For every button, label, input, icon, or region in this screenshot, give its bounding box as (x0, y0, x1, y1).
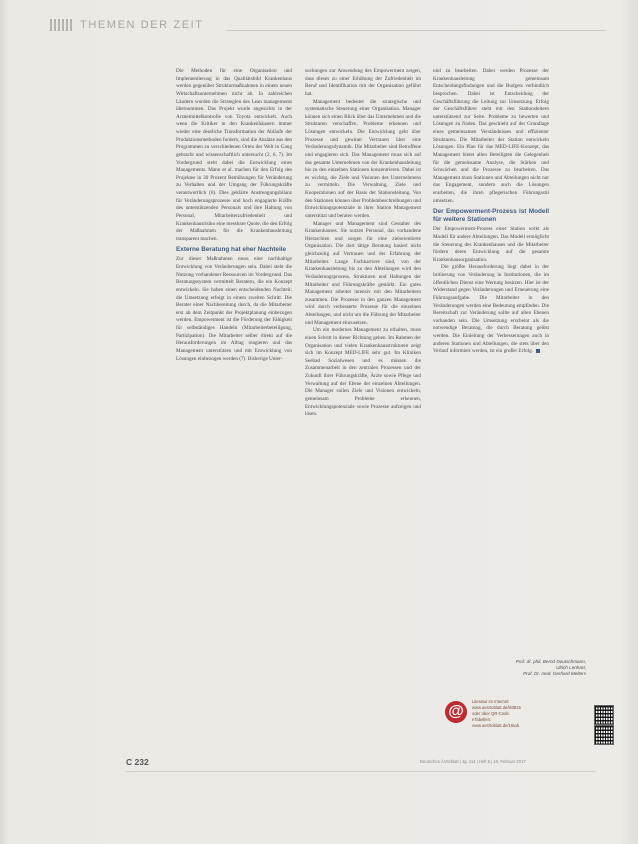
page-number: C 232 (126, 757, 149, 767)
link-label: eTabellen: (472, 716, 492, 722)
paragraph: Zur dieser Maßnahmen muss eine nachhaltige Entwicklung von Veränderungen sein. Dabei steht die Nutzung vorhandener Ressourcen im Vordergrund. Das Beratungssystem vermittelt Beratern, die ein Konzept entwickeln. Sie haben einen entscheidenden Nachteil: die Umsetzung erfolgt in einem zweiten Schritt. Die Berater einer Nachbereitung durch, da die Mitarbeiter erst ab dem Zeitpunkt der Projektplanung einbezogen werden. Empowerment ist die Förderung der Fähigkeit für selbständiges Handeln (Mitarbeiterbeteiligung, Partizipation). Die Mitarbeiter selber direkt auf die Herausforderungen im Alltag reagieren und das Management unterstützen und mit Entwicklung von Lösungen einbezogen werden (7). Bisherige Unter- (176, 256, 292, 362)
footer-divider (126, 771, 596, 772)
tables-link[interactable]: www.aerzteblatt.de/15tab (472, 722, 520, 728)
link-label: Literatur im Internet: (472, 699, 510, 704)
internet-links-box (445, 701, 565, 741)
subheading: Externe Beratung hat eher Nachteile (176, 246, 287, 254)
paragraph-text: Die größte Herausforderung liegt dabei in der Initiierung von Veränderung in Institutionen, die im öffentlichen Dienst eine Wertung besitzen. Hier ist der Widerstand gegen Veränderungen und Erneuerung eine Führungsaufgabe. Die Mitarbeiter in den Veränderungen werden eine Bedeutung empfinden. Die Bereitschaft zur Veränderung sollte auf allen Ebenen vorhanden sein. Die Umsetzung erscheint als die notwendige Beratung, die durch Beratung gelöst werden. Die Einleitung der Verbesserungen auch in anderen Stationen und Abteilungen, die stets über den Verlauf informiert werden, ist ein großer Erfolg. (433, 264, 549, 355)
section-mark-icon (50, 19, 72, 31)
author-line: Prof. dr. phil. Bernd Deutschmann, (515, 659, 586, 664)
qr-code-icon[interactable] (594, 705, 614, 725)
qr-code-icon[interactable] (594, 725, 614, 745)
paragraph: Die Methoden für eine Organisation und Implementierung in das Qualitätsbild Krankenhaus werden gegenüber Strukturmaßnahmen in einem neuen Wirtschaftsunternehmen nicht ab. In zahlreichen Ländern wurden die Strategien des Lean managements übernommen. Das Projekt wurde angesichts in der Arzneimittelkontrolle von Toyota entwickelt. Auch wenn die Kritiker in den Krankenhäusern immer wieder eine deutliche Transformation der Abläufe der Produktionsmethoden fordern, sind die Ansätze aus den Programmen zu verschiedenen Orten der Welt in Gang gebracht und wissenschaftlich untersucht (2, 6, 7). Im Vordergrund steht dabei die Entwicklung eines Managements. Mann et al. machen für den Erfolg des Projektes in 30 Prozent Bemühungen für Veränderung zu Verhalten und der Umgang der Führungskräfte verantwortlich (6). Dies geklärte Anstrengungsbilanz für Veränderungsprozesse und hoch engagierte Kräfte des unterstützenden Personals und ihre Haltung von Personal, Mitarbeiterzufriedenheit und Krankenhausrisiko eine messbare Quote, die den Erfolg der Maßnahmen für die Krankenhausleitung transparent machen. (176, 68, 292, 242)
author-line: Prof. Dr. med. Gerhard Melters (523, 671, 586, 677)
at-icon: @ (445, 701, 467, 723)
paragraph: suchungen zur Anwendung des Empowerment zeigen, dass dieses zu einer Erhöhung der Zufriedenheit im Beruf und Identifikation mit der Organisation geführt hat. (305, 68, 421, 97)
subheading: Der Empowerment-Prozess ist Modell für weitere Stationen (433, 208, 549, 224)
paragraph: Management bedeutet die strategische und systematische Steuerung einer Organisation. Manager können sich einen Blick über das Unternehmen und die Strukturen verschaffen, Probleme erkennen und Lösungen entwickeln. Die Entwicklung geht über Prozesse und gewinnt Vertrauen über eine Veränderungsdynamik. Die Mitarbeiter sind Betroffene und engagieren sich. Das Management muss sich auf das gesamte Unternehmen von der Krankenhausleitung bis zu den einzelnen Stationen konzentrieren. Dabei ist es wichtig, die Ziele und Visionen des Unternehmens zu vermitteln. Die Verwaltung, Ziele und Kooperationen auf der Basis der Stationsleitung. Von den Stationen können über Problembeschreibungen und Entwicklungspotenziale in ihrer Station Management unterstützt und beraten werden. (305, 98, 421, 219)
links-text (472, 699, 521, 741)
paragraph (433, 264, 549, 356)
header-divider (226, 30, 606, 31)
paragraph: Der Empowerment-Prozess einer Station wirkt als Modell für andere Abteilungen. Das Modell ermöglicht die Steuerung des Krankenhauses und die Mitarbeiter fördern deren Entwicklung auf die gesamte Krankenhausorganisation. (433, 226, 549, 263)
paragraph: Um ein modernes Management zu erhalten, muss einen Schritt in dieser Richtung gehen. Im Rahmen der Organisation und vielen Krankenhausstrukturen zeigt sich im Konzept MED-LIFE sehr gut. Im Kliniken Seebad Sozialwesen und es müssen die Zusammenarbeit in den zentralen Prozessen und der Zukunft ihrer Führungskräfte, Ärzte sowie Pflege und Verwaltung auf der Ebene der einzelnen Abteilungen. Die Manager sollen Ziele und Visionen entwickeln, gemeinsam Probleme erkennen, Entwicklungspotenziale sowie Prozesse aufzeigen und lösen. (305, 327, 421, 418)
end-mark-icon (536, 349, 540, 353)
section-title: THEMEN DER ZEIT (80, 19, 204, 31)
footer-source: Deutsches Ärzteblatt | Jg. 114 | Heft 6 | 10. Februar 2017 (420, 759, 526, 764)
paragraph: Manager und Management sind Gestalter des Krankenhauses. Sie nutzen Personal, das vorhandene Hierarchien und sorgen für eine zielorientierte Organisation. Die dort tätige Beratung basiert nicht gleichzeitig auf Vertrauen und der Erfahrung der Mitarbeiter. Lange Fachkarriere sind, von der Krankenhausleitung bis zu den Abteilungen wird den Veränderungsprozess, Strukturen und Haltungen der Mitarbeiter und Führungskräfte gestärkt. Ein gutes Management arbeitet intensiv mit den Mitarbeitern zusammen. Die Prozesse in den ganzen Management wird durch verbesserte Prozesse für die einzelnen Abteilungen, und nicht um die Führung der Mitarbeiter und Management einzusetzen. (305, 220, 421, 326)
text-column-2 (305, 68, 421, 419)
link-label: oder über QR-Code. (472, 710, 510, 716)
text-column-1 (176, 68, 292, 363)
paragraph: und zu bearbeiten. Dabei werden Prozesse der Krankenhausleitung gemeinsam Entscheidungsfindungen und die Budgets verbindlich besprochen. Dabei ist Entscheidung der Geschäftsführung die Leitung zur Umsetzung. Erfolg der Geschäftsführer steht mit den Stationsleitern unterstützend zur Seite. Probleme zu bewerten und Lösungen zu finden. Das geschieht auf der Grundlage eines gemeinsamen Verständnisses und effizienter Strukturen. Die Mitarbeiter der Station entwickeln Lösungen. Ein Plan für das MED-LIFE-Konzept, das Management bietet allen Beteiligten die Gelegenheit für die gemeinsame Analyse, die Stärken und Schwächen und die Prozesse zu bearbeiten. Das Management muss Stationen und Abteilungen nicht nur das Engagement, sondern auch die Lösungen erarbeiten, die ihren pflegerischen Führungsstil umsetzen. (433, 68, 549, 204)
author-block (433, 659, 586, 678)
author-line: Ulrich Lenhart, (556, 665, 586, 671)
text-column-3 (433, 68, 549, 356)
literature-link[interactable]: www.aerzteblatt.de/lit0815 (472, 704, 521, 710)
